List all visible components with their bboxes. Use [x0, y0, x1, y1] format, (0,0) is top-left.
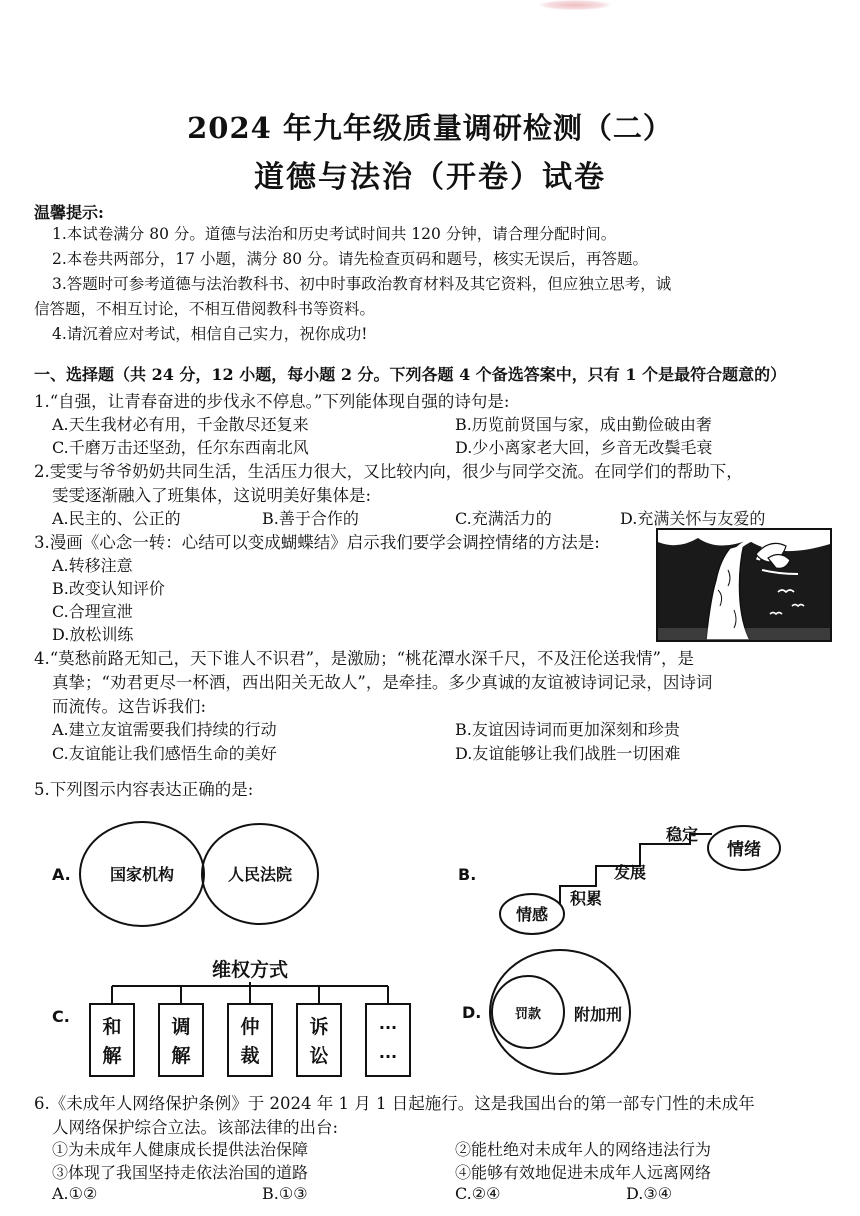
comic-image: [656, 528, 832, 642]
question-1-stem: 1.“自强，让青春奋进的步伐永不停息。”下列能体现自强的诗句是:: [34, 392, 510, 411]
diagram-a-left-label: 国家机构: [109, 865, 175, 884]
q1-option-d: D.少小离家老大回，乡音无改鬓毛衰: [455, 438, 713, 457]
q6-item-3: ③体现了我国坚持走依法治国的道路: [52, 1163, 309, 1182]
q6-item-1: ①为未成年人健康成长提供法治保障: [52, 1140, 309, 1159]
svg-text:调: 调: [171, 1016, 191, 1038]
tip-line-2: 2.本卷共两部分，17 小题，满分 80 分。请先检查页码和题号，核实无误后，再答题。: [52, 250, 649, 268]
svg-text:···: ···: [378, 1018, 398, 1037]
q3-option-b: B.改变认知评价: [52, 579, 165, 598]
diagram-a-letter: A.: [52, 865, 71, 884]
q5-diagrams: [0, 800, 860, 1090]
question-4-stem-1: 4.“莫愁前路无知己，天下谁人不识君”，是激励；“桃花潭水深千尺，不及汪伦送我情”，是: [34, 649, 694, 668]
diagram-c-box-2: [159, 1004, 203, 1076]
tip-line-4: 信答题，不相互讨论，不相互借阅教科书等资料。: [34, 300, 376, 318]
diagram-c-box-1: [90, 1004, 134, 1076]
svg-text:解: 解: [102, 1045, 122, 1067]
question-3-stem: 3.漫画《心念一转：心结可以变成蝴蝶结》启示我们要学会调控情绪的方法是:: [34, 533, 600, 552]
diagram-c-box-4: [297, 1004, 341, 1076]
q2-option-d: D.充满关怀与友爱的: [620, 509, 766, 528]
question-2-stem-2: 雯雯逐渐融入了班集体，这说明美好集体是:: [52, 486, 372, 505]
q1-option-a: A.天生我材必有用，千金散尽还复来: [52, 415, 309, 434]
diagram-c-connectors: [112, 982, 388, 1004]
diagram-b-step-3: 稳定: [665, 825, 699, 844]
exam-title: 2024 年九年级质量调研检测（二）: [187, 111, 673, 145]
q6-option-d: D.③④: [626, 1184, 673, 1203]
q6-item-2: ②能杜绝对未成年人的网络违法行为: [455, 1140, 712, 1159]
q1-option-c: C.千磨万击还坚劲，任尔东西南北风: [52, 438, 309, 457]
q4-option-c: C.友谊能让我们感悟生命的美好: [52, 744, 277, 763]
q3-option-d: D.放松训练: [52, 625, 134, 644]
q6-option-a: A.①②: [52, 1184, 98, 1203]
svg-text:裁: 裁: [240, 1045, 260, 1067]
q1-option-b: B.历览前贤国与家，成由勤俭破由奢: [455, 415, 712, 434]
diagram-c-letter: C.: [52, 1007, 70, 1026]
diagram-c-title: 维权方式: [211, 959, 289, 981]
svg-text:仲: 仲: [240, 1016, 260, 1038]
tip-line-5: 4.请沉着应对考试，相信自己实力，祝你成功!: [52, 325, 368, 343]
exam-subtitle: 道德与法治（开卷）试卷: [254, 160, 606, 195]
section-heading: 一、选择题（共 24 分，12 小题，每小题 2 分。下列各题 4 个备选答案中，只有 1 个是最符合题意的）: [34, 365, 787, 384]
svg-text:讼: 讼: [309, 1045, 329, 1067]
diagram-a-right-label: 人民法院: [227, 865, 293, 884]
q6-option-c: C.②④: [455, 1184, 501, 1203]
q4-option-a: A.建立友谊需要我们持续的行动: [52, 720, 277, 739]
diagram-d-letter: D.: [462, 1003, 482, 1022]
q2-option-a: A.民主的、公正的: [52, 509, 181, 528]
question-4-stem-3: 而流传。这告诉我们:: [52, 697, 207, 716]
diagram-b-step-2: 发展: [613, 863, 647, 882]
svg-text:和: 和: [102, 1016, 122, 1038]
question-5-stem: 5.下列图示内容表达正确的是:: [34, 780, 254, 799]
q6-item-4: ④能够有效地促进未成年人远离网络: [455, 1163, 712, 1182]
diagram-d-outer-label: 附加刑: [573, 1005, 623, 1024]
svg-text:解: 解: [171, 1045, 191, 1067]
q4-option-d: D.友谊能够让我们战胜一切困难: [455, 744, 681, 763]
diagram-b-end-label: 情绪: [727, 840, 761, 860]
q3-option-c: C.合理宣泄: [52, 602, 133, 621]
svg-text:···: ···: [378, 1047, 398, 1066]
q6-option-b: B.①③: [262, 1184, 308, 1203]
q3-option-a: A.转移注意: [52, 556, 133, 575]
diagram-c-box-3: [228, 1004, 272, 1076]
diagram-b-letter: B.: [458, 865, 477, 884]
question-6-stem-1: 6.《未成年人网络保护条例》于 2024 年 1 月 1 日起施行。这是我国出台的第一部专门性的未成年: [34, 1094, 755, 1113]
diagram-d-inner-label: 罚款: [514, 1007, 542, 1022]
diagram-c-box-5: [366, 1004, 410, 1076]
red-smudge-mark: [540, 0, 610, 10]
question-4-stem-2: 真挚；“劝君更尽一杯酒，西出阳关无故人”，是牵挂。多少真诚的友谊被诗词记录，因诗词: [52, 673, 713, 692]
svg-text:诉: 诉: [309, 1016, 329, 1038]
question-2-stem-1: 2.雯雯与爷爷奶奶共同生活，生活压力很大，又比较内向，很少与同学交流。在同学们的帮助下，: [34, 462, 743, 481]
q2-option-c: C.充满活力的: [455, 509, 552, 528]
tips-heading: 温馨提示:: [34, 203, 104, 222]
diagram-b-step-1: 积累: [569, 889, 603, 908]
q4-option-b: B.友谊因诗词而更加深刻和珍贵: [455, 720, 680, 739]
tip-line-3: 3.答题时可参考道德与法治教科书、初中时事政治教育材料及其它资料，但应独立思考，诚: [52, 275, 672, 293]
q2-option-b: B.善于合作的: [262, 509, 359, 528]
question-6-stem-2: 人网络保护综合立法。该部法律的出台:: [52, 1118, 339, 1137]
diagram-b-start-label: 情感: [515, 905, 549, 924]
tip-line-1: 1.本试卷满分 80 分。道德与法治和历史考试时间共 120 分钟，请合理分配时间。: [52, 225, 617, 243]
